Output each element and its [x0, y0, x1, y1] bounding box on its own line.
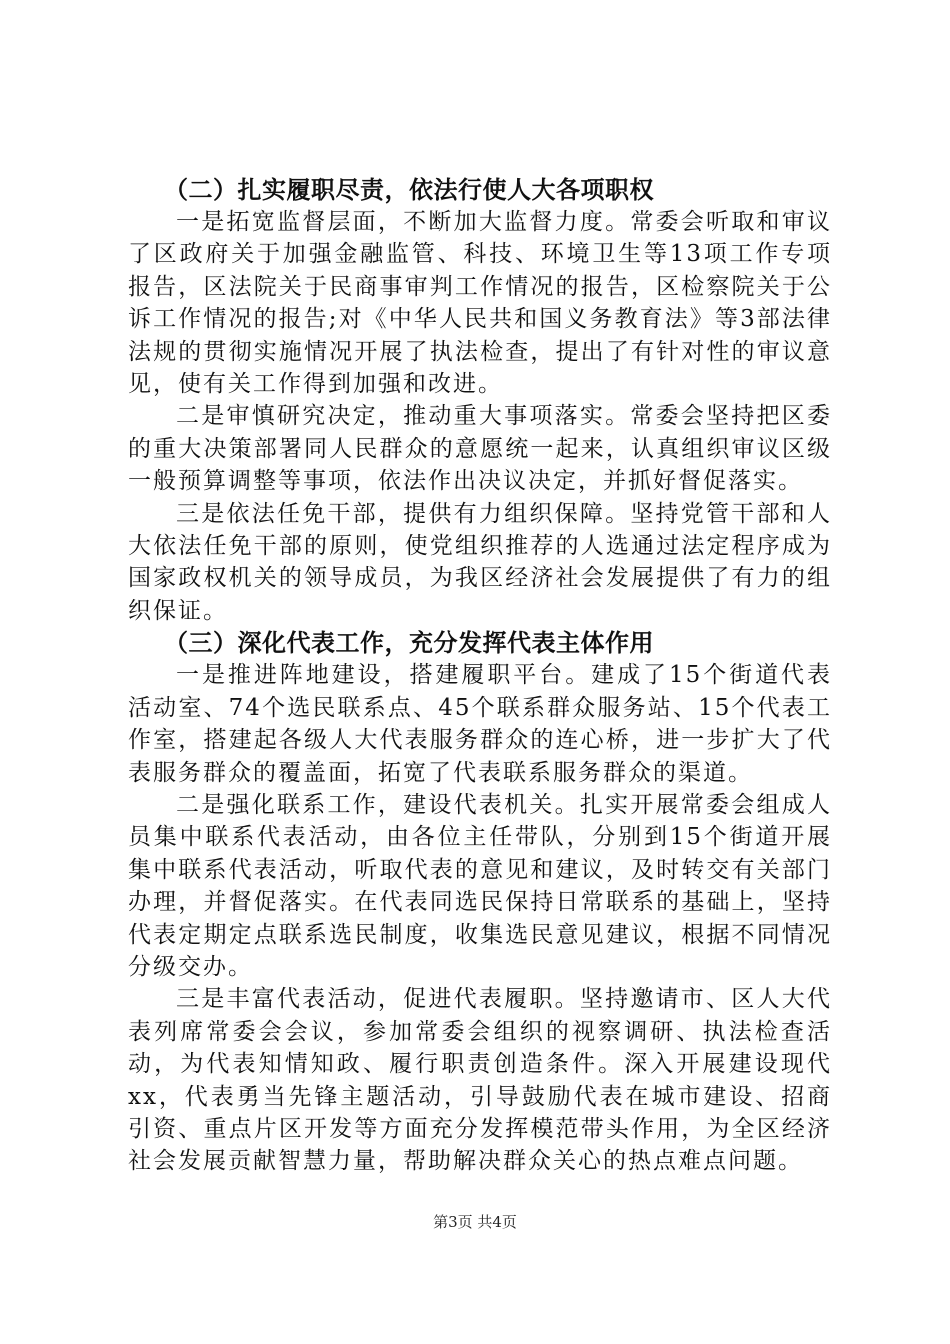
section-2-paragraph-3: 三是依法任免干部，提供有力组织保障。坚持党管干部和人大依法任免干部的原则，使党组织推荐的人选通过法定程序成为国家政权机关的领导成员，为我区经济社会发展提供了有力的组织保证。 — [128, 500, 832, 624]
section-heading-3: （三）深化代表工作，充分发挥代表主体作用 — [164, 628, 654, 658]
section-2-paragraph-1: 一是拓宽监督层面，不断加大监督力度。常委会听取和审议了区政府关于加强金融监管、科技、环境卫生等13项工作专项报告，区法院关于民商事审判工作情况的报告，区检察院关于公诉工作情况的报告;对《中华人民共和国义务教育法》等3部法律法规的贯彻实施情况开展了执法检查，提出了有针对性的审议意见，使有关工作得到加强和改进。 — [128, 209, 832, 398]
page-number-footer: 第3页 共4页 — [433, 1213, 517, 1231]
section-3-paragraph-2: 二是强化联系工作，建设代表机关。扎实开展常委会组成人员集中联系代表活动，由各位主任带队，分别到15个街道开展集中联系代表活动，听取代表的意见和建议，及时转交有关部门办理，并督促落实。在代表同选民保持日常联系的基础上，坚持代表定期定点联系选民制度，收集选民意见建议，根据不同情况分级交办。 — [128, 791, 832, 980]
section-2-paragraph-2: 二是审慎研究决定，推动重大事项落实。常委会坚持把区委的重大决策部署同人民群众的意愿统一起来，认真组织审议区级一般预算调整等事项，依法作出决议决定，并抓好督促落实。 — [128, 403, 832, 495]
section-3-paragraph-3: 三是丰富代表活动，促进代表履职。坚持邀请市、区人大代表列席常委会会议，参加常委会组织的视察调研、执法检查活动，为代表知情知政、履行职责创造条件。深入开展建设现代xx，代表勇当先锋主题活动，引导鼓励代表在城市建设、招商引资、重点片区开发等方面充分发挥模范带头作用，为全区经济社会发展贡献智慧力量，帮助解决群众关心的热点难点问题。 — [128, 986, 832, 1175]
section-3-paragraph-1: 一是推进阵地建设，搭建履职平台。建成了15个街道代表活动室、74个选民联系点、45个联系群众服务站、15个代表工作室，搭建起各级人大代表服务群众的连心桥，进一步扩大了代表服务群众的覆盖面，拓宽了代表联系服务群众的渠道。 — [128, 662, 832, 786]
document-body — [128, 174, 832, 1178]
section-heading-2: （二）扎实履职尽责，依法行使人大各项职权 — [164, 175, 654, 204]
